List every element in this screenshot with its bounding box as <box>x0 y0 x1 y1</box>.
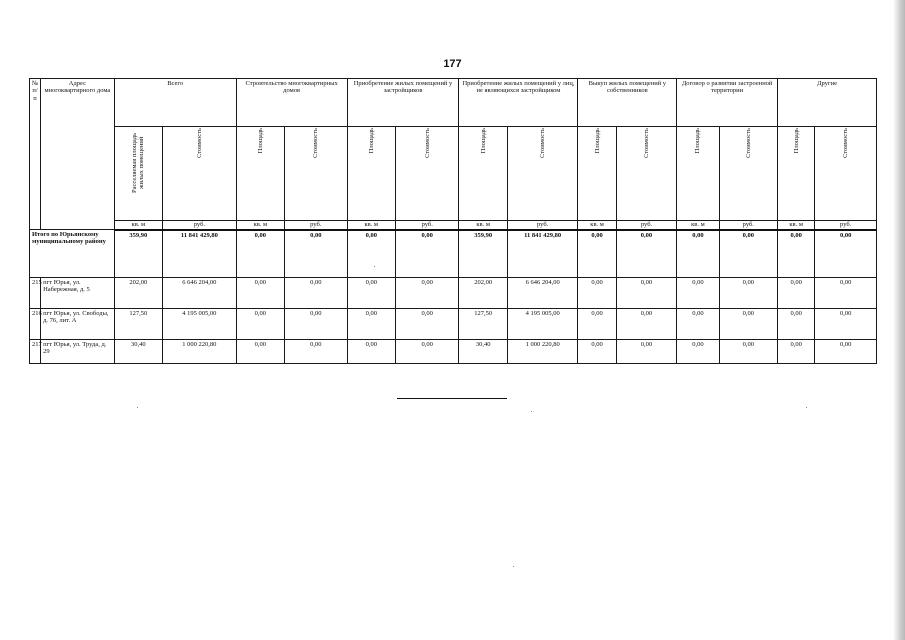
total-cell: 0,00 <box>719 230 777 278</box>
total-label: Итого по Юрьянскому муниципальному району <box>30 230 115 278</box>
row-cell: 0,00 <box>815 278 877 309</box>
subheader-label: Расселяемая площадь жилых помещений <box>131 132 146 194</box>
header-group-other: Другие <box>778 79 877 127</box>
subheader-cell <box>285 127 348 221</box>
subheader-cell <box>507 127 578 221</box>
unit-cell: руб. <box>395 221 459 230</box>
scan-speck <box>374 266 375 267</box>
total-cell: 0,00 <box>616 230 676 278</box>
row-cell: 0,00 <box>347 278 395 309</box>
unit-cell: кв. м <box>347 221 395 230</box>
subheader-cell <box>395 127 459 221</box>
header-group-total: Всего <box>114 79 236 127</box>
subheader-label: Площадь <box>367 128 375 154</box>
row-cell: 0,00 <box>719 309 777 340</box>
unit-cell: кв. м <box>778 221 815 230</box>
subheader-label: Стоимость <box>539 128 547 158</box>
header-group-purchase-developers: Приобретение жилых помещений у застройщиков <box>347 79 459 127</box>
header-group-purchase-non-developers: Приобретение жилых помещений у лиц, не являющихся застройщиком <box>459 79 578 127</box>
scan-speck <box>806 407 807 408</box>
row-cell: 0,00 <box>815 340 877 364</box>
total-cell: 359,90 <box>459 230 507 278</box>
row-cell: 0,00 <box>778 278 815 309</box>
row-cell: 1 000 220,80 <box>163 340 237 364</box>
row-address: пгт Юрья, ул. Свободы, д. 76, лит. А <box>41 309 115 340</box>
row-cell: 6 646 204,00 <box>163 278 237 309</box>
total-cell: 0,00 <box>578 230 616 278</box>
row-cell: 30,40 <box>114 340 162 364</box>
subheader-cell <box>815 127 877 221</box>
row-cell: 1 000 220,80 <box>507 340 578 364</box>
row-cell: 0,00 <box>616 309 676 340</box>
subheader-label: Стоимость <box>744 128 752 158</box>
unit-cell: руб. <box>507 221 578 230</box>
row-cell: 0,00 <box>616 340 676 364</box>
unit-cell: руб. <box>815 221 877 230</box>
row-address: пгт Юрья, ул. Труда, д. 29 <box>41 340 115 364</box>
header-group-development-contract: Договор о развитии застроенной территории <box>677 79 778 127</box>
total-cell: 11 841 429,80 <box>163 230 237 278</box>
subheader-cell <box>778 127 815 221</box>
total-cell: 0,00 <box>778 230 815 278</box>
scan-speck <box>513 566 514 567</box>
row-num: 215 <box>30 278 41 309</box>
row-cell: 0,00 <box>677 278 719 309</box>
row-cell: 0,00 <box>778 340 815 364</box>
unit-cell: руб. <box>616 221 676 230</box>
table-row <box>30 340 877 364</box>
row-cell: 4 195 005,00 <box>163 309 237 340</box>
row-cell: 0,00 <box>719 278 777 309</box>
scan-speck <box>531 411 532 412</box>
subheader-cell <box>114 127 162 221</box>
scan-edge-shadow <box>893 0 905 640</box>
subheader-label: Площадь <box>593 128 601 154</box>
row-num: 217 <box>30 340 41 364</box>
total-row <box>30 230 877 278</box>
header-subheader-row <box>30 127 877 221</box>
row-cell: 0,00 <box>616 278 676 309</box>
row-address: пгт Юрья, ул. Набережная, д. 5 <box>41 278 115 309</box>
unit-cell: руб. <box>285 221 348 230</box>
subheader-label: Площадь <box>694 128 702 154</box>
row-cell: 0,00 <box>285 278 348 309</box>
row-cell: 0,00 <box>815 309 877 340</box>
table-row <box>30 278 877 309</box>
page-number: 177 <box>443 58 462 70</box>
subheader-cell <box>163 127 237 221</box>
subheader-label: Площадь <box>256 128 264 154</box>
subheader-label: Стоимость <box>195 128 203 158</box>
footer-rule <box>397 398 507 399</box>
row-cell: 0,00 <box>285 309 348 340</box>
row-cell: 127,50 <box>459 309 507 340</box>
unit-cell: руб. <box>719 221 777 230</box>
unit-cell: кв. м <box>236 221 284 230</box>
row-cell: 0,00 <box>677 309 719 340</box>
row-cell: 202,00 <box>114 278 162 309</box>
row-cell: 0,00 <box>578 309 616 340</box>
total-cell: 11 841 429,80 <box>507 230 578 278</box>
row-cell: 6 646 204,00 <box>507 278 578 309</box>
header-unit-row <box>30 221 877 230</box>
subheader-cell <box>719 127 777 221</box>
unit-cell: кв. м <box>677 221 719 230</box>
total-cell: 0,00 <box>815 230 877 278</box>
relocation-table <box>29 78 877 364</box>
header-num: № п/п <box>30 79 41 230</box>
unit-cell: кв. м <box>459 221 507 230</box>
subheader-label: Стоимость <box>642 128 650 158</box>
subheader-cell <box>347 127 395 221</box>
row-cell: 0,00 <box>395 309 459 340</box>
row-cell: 0,00 <box>285 340 348 364</box>
header-group-construction: Строительство многоквартирных домов <box>236 79 347 127</box>
total-cell: 0,00 <box>677 230 719 278</box>
subheader-label: Площадь <box>479 128 487 154</box>
total-cell: 359,90 <box>114 230 162 278</box>
row-cell: 0,00 <box>236 278 284 309</box>
scan-speck <box>137 407 138 408</box>
unit-cell: руб. <box>163 221 237 230</box>
total-cell: 0,00 <box>285 230 348 278</box>
total-cell: 0,00 <box>395 230 459 278</box>
row-cell: 30,40 <box>459 340 507 364</box>
subheader-cell <box>677 127 719 221</box>
header-group-row <box>30 79 877 127</box>
unit-cell: кв. м <box>578 221 616 230</box>
row-cell: 0,00 <box>578 340 616 364</box>
subheader-label: Стоимость <box>842 128 850 158</box>
subheader-label: Площадь <box>792 128 800 154</box>
row-cell: 127,50 <box>114 309 162 340</box>
total-cell: 0,00 <box>347 230 395 278</box>
row-cell: 0,00 <box>719 340 777 364</box>
row-cell: 0,00 <box>395 278 459 309</box>
row-cell: 0,00 <box>578 278 616 309</box>
subheader-label: Стоимость <box>312 128 320 158</box>
row-cell: 202,00 <box>459 278 507 309</box>
row-cell: 0,00 <box>236 340 284 364</box>
total-cell: 0,00 <box>236 230 284 278</box>
row-cell: 4 195 005,00 <box>507 309 578 340</box>
subheader-cell <box>616 127 676 221</box>
row-cell: 0,00 <box>395 340 459 364</box>
row-cell: 0,00 <box>347 340 395 364</box>
row-cell: 0,00 <box>236 309 284 340</box>
subheader-label: Стоимость <box>423 128 431 158</box>
unit-cell: кв. м <box>114 221 162 230</box>
row-cell: 0,00 <box>778 309 815 340</box>
subheader-cell <box>236 127 284 221</box>
row-cell: 0,00 <box>677 340 719 364</box>
header-address: Адрес многоквартирного дома <box>41 79 115 230</box>
table-row <box>30 309 877 340</box>
subheader-cell <box>459 127 507 221</box>
row-num: 216 <box>30 309 41 340</box>
row-cell: 0,00 <box>347 309 395 340</box>
subheader-cell <box>578 127 616 221</box>
header-group-buyout: Выкуп жилых помещений у собственников <box>578 79 677 127</box>
